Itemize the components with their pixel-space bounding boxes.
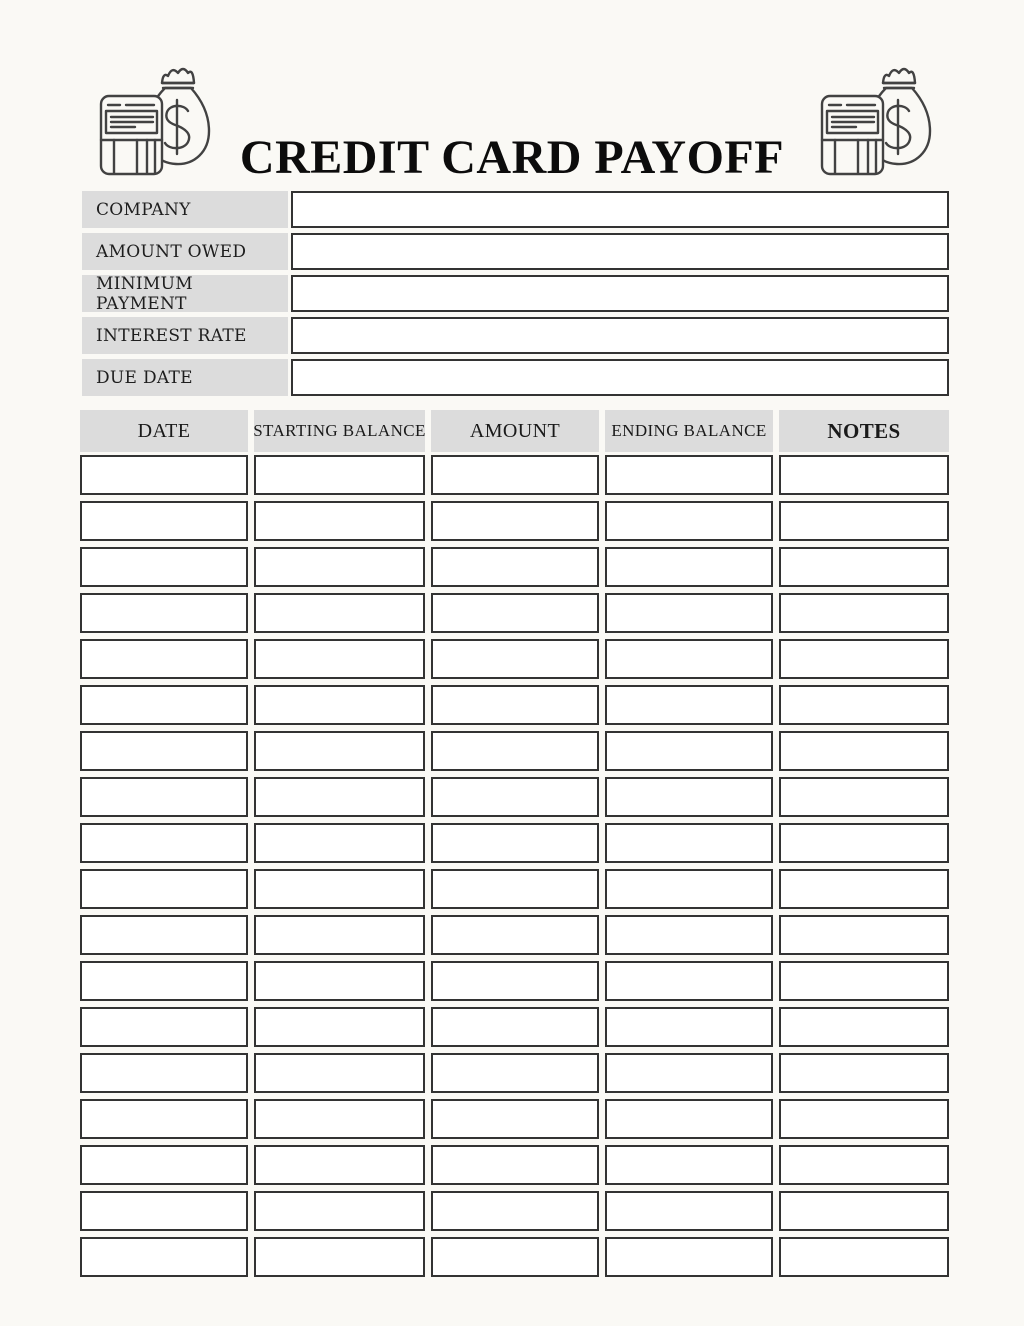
table-cell[interactable] bbox=[254, 1099, 425, 1139]
form-row-company bbox=[82, 191, 949, 228]
table-cell[interactable] bbox=[80, 1145, 248, 1185]
table-cell[interactable] bbox=[779, 547, 949, 587]
table-cell[interactable] bbox=[254, 823, 425, 863]
page-title: CREDIT CARD PAYOFF bbox=[239, 131, 785, 185]
table-cell[interactable] bbox=[431, 869, 599, 909]
table-cell[interactable] bbox=[254, 593, 425, 633]
table-cell[interactable] bbox=[80, 685, 248, 725]
table-cell[interactable] bbox=[254, 455, 425, 495]
table-cell[interactable] bbox=[80, 455, 248, 495]
table-cell[interactable] bbox=[254, 1191, 425, 1231]
column-header-starting-balance: STARTING BALANCE bbox=[254, 410, 425, 452]
table-cell[interactable] bbox=[605, 1099, 773, 1139]
table-cell[interactable] bbox=[779, 455, 949, 495]
column-header-amount: AMOUNT bbox=[431, 410, 599, 452]
payoff-table bbox=[80, 410, 949, 1277]
table-cell[interactable] bbox=[80, 731, 248, 771]
minimum-payment-input[interactable] bbox=[291, 275, 949, 312]
table-cell[interactable] bbox=[779, 1191, 949, 1231]
column-header-date: DATE bbox=[80, 410, 248, 452]
interest-rate-label: INTEREST RATE bbox=[82, 317, 288, 354]
table-cell[interactable] bbox=[779, 1007, 949, 1047]
table-cell[interactable] bbox=[80, 1007, 248, 1047]
table-cell[interactable] bbox=[254, 685, 425, 725]
table-cell[interactable] bbox=[779, 731, 949, 771]
table-cell[interactable] bbox=[605, 1237, 773, 1277]
table-cell[interactable] bbox=[254, 547, 425, 587]
table-cell[interactable] bbox=[80, 593, 248, 633]
table-cell[interactable] bbox=[779, 915, 949, 955]
table-cell[interactable] bbox=[605, 1191, 773, 1231]
due-date-label: DUE DATE bbox=[82, 359, 288, 396]
table-cell[interactable] bbox=[254, 1007, 425, 1047]
table-cell[interactable] bbox=[254, 961, 425, 1001]
table-cell[interactable] bbox=[605, 455, 773, 495]
table-cell[interactable] bbox=[431, 639, 599, 679]
table-cell[interactable] bbox=[779, 593, 949, 633]
table-cell[interactable] bbox=[431, 1237, 599, 1277]
table-cell[interactable] bbox=[254, 501, 425, 541]
table-cell[interactable] bbox=[605, 777, 773, 817]
table-cell[interactable] bbox=[605, 823, 773, 863]
table-cell[interactable] bbox=[80, 823, 248, 863]
table-cell[interactable] bbox=[80, 1237, 248, 1277]
table-cell[interactable] bbox=[254, 777, 425, 817]
table-cell[interactable] bbox=[80, 1053, 248, 1093]
account-info-form bbox=[82, 191, 949, 401]
table-cell[interactable] bbox=[80, 501, 248, 541]
table-cell[interactable] bbox=[431, 501, 599, 541]
calculator-money-bag-icon bbox=[820, 62, 933, 177]
table-cell[interactable] bbox=[254, 1237, 425, 1277]
form-row-amount-owed bbox=[82, 233, 949, 270]
table-cell[interactable] bbox=[605, 1007, 773, 1047]
interest-rate-input[interactable] bbox=[291, 317, 949, 354]
table-cell[interactable] bbox=[431, 547, 599, 587]
table-cell[interactable] bbox=[605, 1145, 773, 1185]
table-cell[interactable] bbox=[80, 1099, 248, 1139]
table-cell[interactable] bbox=[605, 961, 773, 1001]
table-cell[interactable] bbox=[779, 685, 949, 725]
table-cell[interactable] bbox=[431, 1053, 599, 1093]
table-cell[interactable] bbox=[605, 547, 773, 587]
table-cell[interactable] bbox=[431, 823, 599, 863]
table-cell[interactable] bbox=[605, 593, 773, 633]
due-date-input[interactable] bbox=[291, 359, 949, 396]
table-cell[interactable] bbox=[431, 731, 599, 771]
payoff-table-header bbox=[80, 410, 949, 452]
table-cell[interactable] bbox=[80, 961, 248, 1001]
table-cell[interactable] bbox=[254, 1053, 425, 1093]
table-cell[interactable] bbox=[254, 731, 425, 771]
table-cell[interactable] bbox=[80, 547, 248, 587]
table-cell[interactable] bbox=[254, 639, 425, 679]
table-cell[interactable] bbox=[431, 777, 599, 817]
column-header-ending-balance: ENDING BALANCE bbox=[605, 410, 773, 452]
table-cell[interactable] bbox=[605, 501, 773, 541]
table-cell[interactable] bbox=[254, 915, 425, 955]
column-header-notes: NOTES bbox=[779, 410, 949, 452]
table-cell[interactable] bbox=[80, 869, 248, 909]
table-cell[interactable] bbox=[431, 593, 599, 633]
form-row-interest-rate bbox=[82, 317, 949, 354]
table-cell[interactable] bbox=[605, 869, 773, 909]
table-cell[interactable] bbox=[431, 1145, 599, 1185]
table-cell[interactable] bbox=[605, 685, 773, 725]
table-cell[interactable] bbox=[605, 639, 773, 679]
table-cell[interactable] bbox=[779, 777, 949, 817]
table-cell[interactable] bbox=[431, 915, 599, 955]
table-cell[interactable] bbox=[80, 777, 248, 817]
table-cell[interactable] bbox=[80, 639, 248, 679]
table-cell[interactable] bbox=[80, 915, 248, 955]
table-cell[interactable] bbox=[431, 685, 599, 725]
table-cell[interactable] bbox=[779, 1237, 949, 1277]
table-cell[interactable] bbox=[80, 1191, 248, 1231]
table-cell[interactable] bbox=[779, 961, 949, 1001]
table-cell[interactable] bbox=[779, 869, 949, 909]
form-row-minimum-payment bbox=[82, 275, 949, 312]
table-cell[interactable] bbox=[779, 1145, 949, 1185]
table-cell[interactable] bbox=[779, 501, 949, 541]
table-cell[interactable] bbox=[431, 455, 599, 495]
table-cell[interactable] bbox=[431, 1099, 599, 1139]
form-row-due-date bbox=[82, 359, 949, 396]
table-cell[interactable] bbox=[431, 961, 599, 1001]
table-cell[interactable] bbox=[254, 869, 425, 909]
company-label: COMPANY bbox=[82, 191, 288, 228]
amount-owed-label: AMOUNT OWED bbox=[82, 233, 288, 270]
table-cell[interactable] bbox=[779, 823, 949, 863]
table-cell[interactable] bbox=[605, 731, 773, 771]
amount-owed-input[interactable] bbox=[291, 233, 949, 270]
table-cell[interactable] bbox=[431, 1007, 599, 1047]
table-cell[interactable] bbox=[254, 1145, 425, 1185]
table-cell[interactable] bbox=[605, 1053, 773, 1093]
table-cell[interactable] bbox=[605, 915, 773, 955]
minimum-payment-label: MINIMUM PAYMENT bbox=[82, 275, 288, 312]
company-input[interactable] bbox=[291, 191, 949, 228]
table-cell[interactable] bbox=[779, 1053, 949, 1093]
table-cell[interactable] bbox=[779, 639, 949, 679]
table-cell[interactable] bbox=[779, 1099, 949, 1139]
table-cell[interactable] bbox=[431, 1191, 599, 1231]
payoff-table-body bbox=[80, 455, 949, 1277]
